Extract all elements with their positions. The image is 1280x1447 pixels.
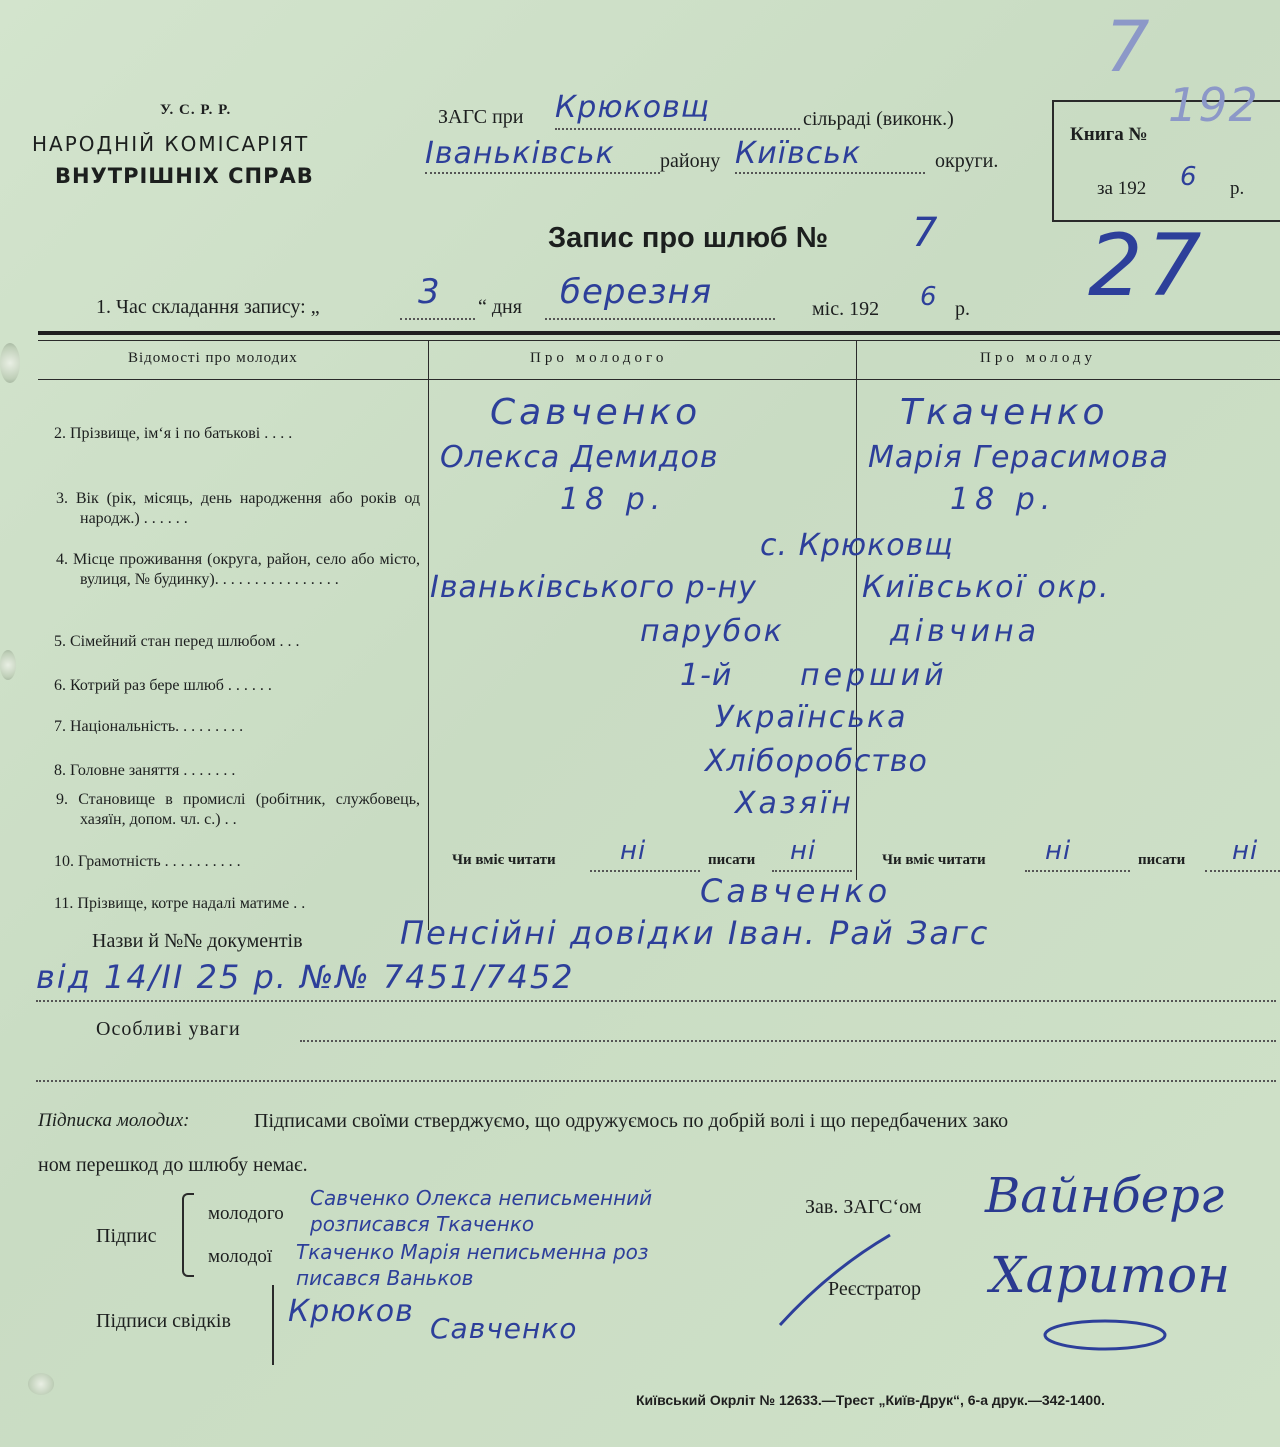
- groom-age: 18 р.: [560, 482, 667, 517]
- table-top-rule: [38, 331, 1280, 335]
- signature-brace: [182, 1193, 194, 1277]
- groom-signature-label: молодого: [208, 1203, 284, 1224]
- row-label-future-surname: 11. Прізвище, котре надалі матиме . .: [54, 895, 306, 912]
- bride-marriage-count: перший: [800, 658, 948, 693]
- consent-text-line2: ном перешкод до шлюбу немає.: [38, 1154, 308, 1176]
- position-value: Хазяїн: [735, 786, 854, 821]
- bride-read-label: Чи вміє читати: [882, 852, 986, 868]
- record-number-handwritten: 7: [912, 210, 939, 256]
- notes-line-2: [36, 1080, 1276, 1082]
- registrar-flourish: [760, 1230, 900, 1330]
- day-suffix: “ дня: [478, 296, 522, 318]
- groom-marriage-count: 1-й: [680, 658, 733, 693]
- okrug-handwritten: Київськ: [735, 136, 862, 171]
- bride-write-value: ні: [1232, 836, 1259, 866]
- punch-hole: [0, 650, 16, 680]
- row-label-position: 9. Становище в промислі (робітник, службовець, хазяїн, допом. чл. с.) . .: [56, 791, 420, 828]
- time-label: 1. Час складання запису: „: [96, 296, 320, 318]
- groom-read-line: [590, 870, 700, 872]
- documents-label: Назви й №№ документів: [92, 930, 303, 952]
- groom-write-label: писати: [708, 852, 756, 868]
- table-col-header-info: Відомості про молодих: [128, 350, 298, 366]
- registrar-loop: [1030, 1310, 1180, 1360]
- zags-suffix: сільраді (виконк.): [803, 108, 954, 130]
- zags-village-line: [555, 128, 800, 130]
- district-handwritten: Іваньківськ: [425, 136, 615, 171]
- row-label-literacy: 10. Грамотність . . . . . . . . . .: [54, 853, 241, 870]
- bride-surname: Ткаченко: [900, 392, 1109, 433]
- row-label-nationality: 7. Національність. . . . . . . . .: [54, 718, 244, 735]
- consent-label: Підписка молодих:: [38, 1110, 190, 1131]
- year-suffix: р.: [955, 298, 970, 320]
- book-year-prefix: за 192: [1097, 178, 1147, 199]
- notes-label: Особливі уваги: [96, 1018, 241, 1040]
- registrar-label: Реєстратор: [828, 1278, 922, 1300]
- record-title: Запис про шлюб №: [548, 222, 829, 254]
- commissariat-line1: НАРОДНІЙ КОМІСАРІЯТ: [32, 132, 310, 156]
- notes-line: [300, 1040, 1276, 1042]
- documents-value: Пенсійні довідки Іван. Рай Загс: [400, 914, 990, 952]
- punch-hole: [0, 343, 20, 383]
- table-col-divider-2: [856, 340, 857, 880]
- row-label-name: 2. Прізвище, ім‘я і по батькові . . . .: [54, 425, 293, 442]
- punch-hole: [28, 1373, 54, 1395]
- occupation-value: Хліборобство: [705, 744, 928, 779]
- okrug-label: округи.: [935, 150, 999, 172]
- zags-village-handwritten: Крюковщ: [555, 90, 711, 125]
- month-line: [545, 318, 775, 320]
- groom-signature-line2: розписався Ткаченко: [310, 1212, 535, 1236]
- bride-signature-line2: писався Ваньков: [296, 1266, 474, 1290]
- registrar-signature: Харитон: [990, 1246, 1231, 1304]
- district-label: району: [660, 150, 721, 172]
- groom-marital-status: парубок: [640, 614, 784, 649]
- witnesses-brace: [272, 1285, 282, 1365]
- okrug-line: [735, 172, 925, 174]
- book-year-suffix: р.: [1230, 178, 1245, 199]
- zags-prefix: ЗАГС при: [438, 106, 524, 128]
- book-number-handwritten: 192: [1168, 78, 1259, 132]
- bride-signature-label: молодої: [208, 1246, 273, 1267]
- row-label-residence: 4. Місце проживання (округа, район, село або місто, вулиця, № будинку). . . . . . . . . . . . . . . .: [56, 551, 420, 588]
- table-header-rule: [38, 379, 1280, 380]
- future-surname-value: Савченко: [700, 872, 892, 910]
- table-top-rule-thin: [38, 340, 1280, 341]
- ussr-label: У. С. Р. Р.: [160, 102, 232, 118]
- row-label-marriage-count: 6. Котрий раз бере шлюб . . . . . .: [54, 677, 272, 694]
- table-col-header-bride: Про молоду: [980, 350, 1097, 366]
- residence-village: с. Крюковщ: [760, 528, 954, 563]
- consent-text-line1: Підписами своїми стверджуємо, що одружуємось по добрій волі і що передбачених зако: [254, 1110, 1009, 1132]
- day-handwritten: 3: [418, 272, 441, 312]
- day-line: [400, 318, 475, 320]
- groom-residence: Іваньківського р-ну: [430, 570, 757, 605]
- bride-write-label: писати: [1138, 852, 1186, 868]
- row-label-age: 3. Вік (рік, місяць, день народження або років од народж.) . . . . . .: [56, 490, 420, 527]
- witnesses-label: Підписи свідків: [96, 1310, 231, 1332]
- groom-read-label: Чи вміє читати: [452, 852, 556, 868]
- groom-given-names: Олекса Демидов: [440, 440, 719, 475]
- row-label-marital-status: 5. Сімейний стан перед шлюбом . . .: [54, 633, 300, 650]
- commissariat-line2: ВНУТРІШНІХ СПРАВ: [55, 164, 314, 188]
- groom-write-value: ні: [790, 836, 817, 866]
- book-year-handwritten: 6: [1180, 162, 1198, 192]
- month-label: міс. 192: [812, 298, 880, 320]
- bride-write-line: [1205, 870, 1280, 872]
- bride-given-names: Марія Герасимова: [868, 440, 1169, 475]
- corner-mark-handwritten: 7: [1105, 6, 1151, 88]
- witness1-signature: Крюков: [288, 1294, 414, 1329]
- bride-read-value: ні: [1045, 836, 1072, 866]
- groom-read-value: ні: [620, 836, 647, 866]
- district-line: [425, 172, 660, 174]
- bride-residence: Київської окр.: [862, 570, 1111, 605]
- printer-imprint: Київський Окрліт № 12633.—Трест „Київ-Друк“, 6-а друк.—342-1400.: [636, 1392, 1105, 1408]
- documents-line: [36, 1000, 1276, 1002]
- table-col-divider-1: [428, 340, 429, 930]
- month-handwritten: березня: [560, 272, 713, 312]
- signature-label: Підпис: [96, 1225, 157, 1247]
- documents-value-line2: від 14/II 25 р. №№ 7451/7452: [36, 958, 575, 996]
- bride-signature: Ткаченко Марія неписьменна роз: [296, 1240, 649, 1264]
- zags-head-signature: Вайнберг: [985, 1168, 1225, 1224]
- zags-head-label: Зав. ЗАГС‘ом: [805, 1196, 922, 1218]
- nationality-value: Українська: [715, 700, 908, 735]
- row-label-occupation: 8. Головне заняття . . . . . . .: [54, 762, 236, 779]
- bride-age: 18 р.: [950, 482, 1057, 517]
- year-handwritten: 6: [920, 282, 938, 312]
- groom-surname: Савченко: [490, 392, 702, 433]
- bride-marital-status: дівчина: [890, 614, 1040, 649]
- book-label: Книга №: [1070, 124, 1148, 145]
- bride-read-line: [1025, 870, 1130, 872]
- big-record-number-handwritten: 27: [1088, 216, 1206, 316]
- groom-signature: Савченко Олекса неписьменний: [310, 1186, 653, 1210]
- witness2-signature: Савченко: [430, 1312, 578, 1345]
- table-col-header-groom: Про молодого: [530, 350, 668, 366]
